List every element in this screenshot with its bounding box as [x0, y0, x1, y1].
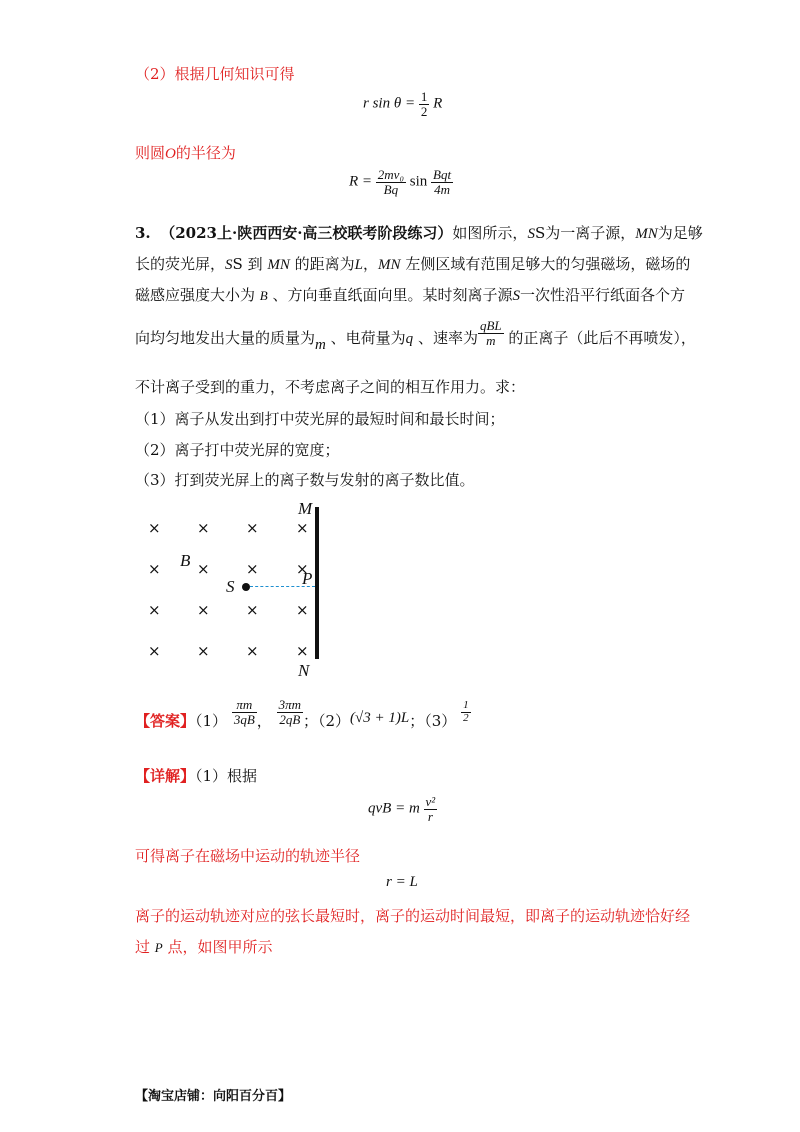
- detail-line: 【详解】（1）根据: [135, 767, 258, 785]
- magnetic-field-figure: [130, 495, 340, 685]
- answer-frac-2: $\frac{3\pi m}{2qB}$: [278, 697, 301, 727]
- eq2-fraction-2: $\frac{\text{Bqt}}{4m}$: [433, 167, 452, 197]
- problem-line-3: 磁感应强度大小为 B 、方向垂直纸面向里。某时刻离子源S一次性沿平行纸面各个方: [135, 286, 686, 304]
- problem-line-1: 3. （2023上·陕西西安·高三校联考阶段练习）如图所示，SS为一离子源，MN为足够: [135, 224, 703, 242]
- fluorescent-screen: [315, 507, 319, 659]
- field-cross: ×: [148, 642, 161, 660]
- equation-3: qvB = m $\frac{\text{v²}}{r}$: [368, 794, 436, 824]
- eq1-fraction: $\frac{1}{2}$: [420, 89, 428, 119]
- answer-line: 【答案】（1） $\frac{\pi m}{3qB}$ ， $\frac{3\pi m}{2qB}$ ；（2）(√3 + 1)L；（3） $\frac{1}{2}$: [135, 697, 469, 731]
- problem-line-4: 向均匀地发出大量的质量为m 、电荷量为q 、速率为 $\frac{\text{qBL}}{m}$ 的正离子（此后不再喷发），: [135, 318, 696, 354]
- field-cross: ×: [296, 601, 309, 619]
- problem-source: （2023上·陕西西安·高三校联考阶段练习）: [160, 224, 453, 242]
- problem-line-5: 不计离子受到的重力，不考虑离子之间的相互作用力。求：: [135, 378, 526, 396]
- question-1: （1）离子从发出到打中荧光屏的最短时间和最长时间；: [135, 410, 505, 428]
- answer-tag: 【答案】: [135, 712, 196, 731]
- problem-line-2: 长的荧光屏，SS 到 MN 的距离为L，MN 左侧区域有范围足够大的匀强磁场，磁场的: [135, 255, 691, 273]
- radius-text: 则圆O的半径为: [135, 144, 236, 162]
- field-cross: ×: [197, 560, 210, 578]
- part2-heading: （2）根据几何知识可得: [135, 65, 295, 83]
- answer-frac-3: $\frac{1}{2}$: [463, 699, 469, 724]
- eq1-rhs: R: [433, 95, 443, 112]
- label-S: S: [226, 577, 235, 596]
- equation-4: r = L: [386, 874, 418, 890]
- dashed-line-SP: [250, 586, 315, 587]
- equation-1: [363, 90, 442, 118]
- field-cross: ×: [296, 519, 309, 537]
- label-N: N: [298, 661, 310, 680]
- field-cross: ×: [148, 601, 161, 619]
- field-cross: ×: [197, 601, 210, 619]
- answer-frac-1: $\frac{\pi m}{3qB}$: [233, 697, 255, 727]
- question-3: （3）打到荧光屏上的离子数与发射的离子数比值。: [135, 471, 475, 489]
- field-cross: ×: [246, 601, 259, 619]
- detail-tag: 【详解】: [135, 767, 196, 785]
- label-B: B: [180, 551, 191, 570]
- detail-paragraph-b: 过 P 点，如图甲所示: [135, 938, 273, 956]
- radius-line: 可得离子在磁场中运动的轨迹半径: [135, 847, 361, 865]
- field-cross: ×: [246, 519, 259, 537]
- detail-paragraph-a: 离子的运动轨迹对应的弦长最短时，离子的运动时间最短，即离子的运动轨迹恰好经: [135, 907, 691, 925]
- field-cross: ×: [148, 560, 161, 578]
- label-P: P: [302, 569, 313, 588]
- field-cross: ×: [296, 560, 309, 578]
- footer-shop: 【淘宝店铺：向阳百分百】: [135, 1089, 292, 1104]
- eq3-fraction: $\frac{\text{v²}}{r}$: [425, 794, 436, 824]
- field-cross: ×: [296, 642, 309, 660]
- speed-fraction: $\frac{\text{qBL}}{m}$: [479, 318, 502, 348]
- question-2: （2）离子打中荧光屏的宽度；: [135, 441, 340, 459]
- ion-source-dot: [242, 583, 250, 591]
- label-M: M: [298, 499, 313, 518]
- field-cross: ×: [148, 519, 161, 537]
- field-cross: ×: [197, 642, 210, 660]
- field-cross: ×: [246, 642, 259, 660]
- equation-2: R = $\frac{\text{2mv₀}}{Bq}$ sin $\frac{\text{Bqt}}{4m}$: [349, 167, 452, 197]
- field-cross: ×: [197, 519, 210, 537]
- eq2-fraction-1: $\frac{\text{2mv₀}}{Bq}$: [377, 167, 404, 197]
- eq1-lhs: r sin θ =: [363, 95, 416, 112]
- field-cross: ×: [246, 560, 259, 578]
